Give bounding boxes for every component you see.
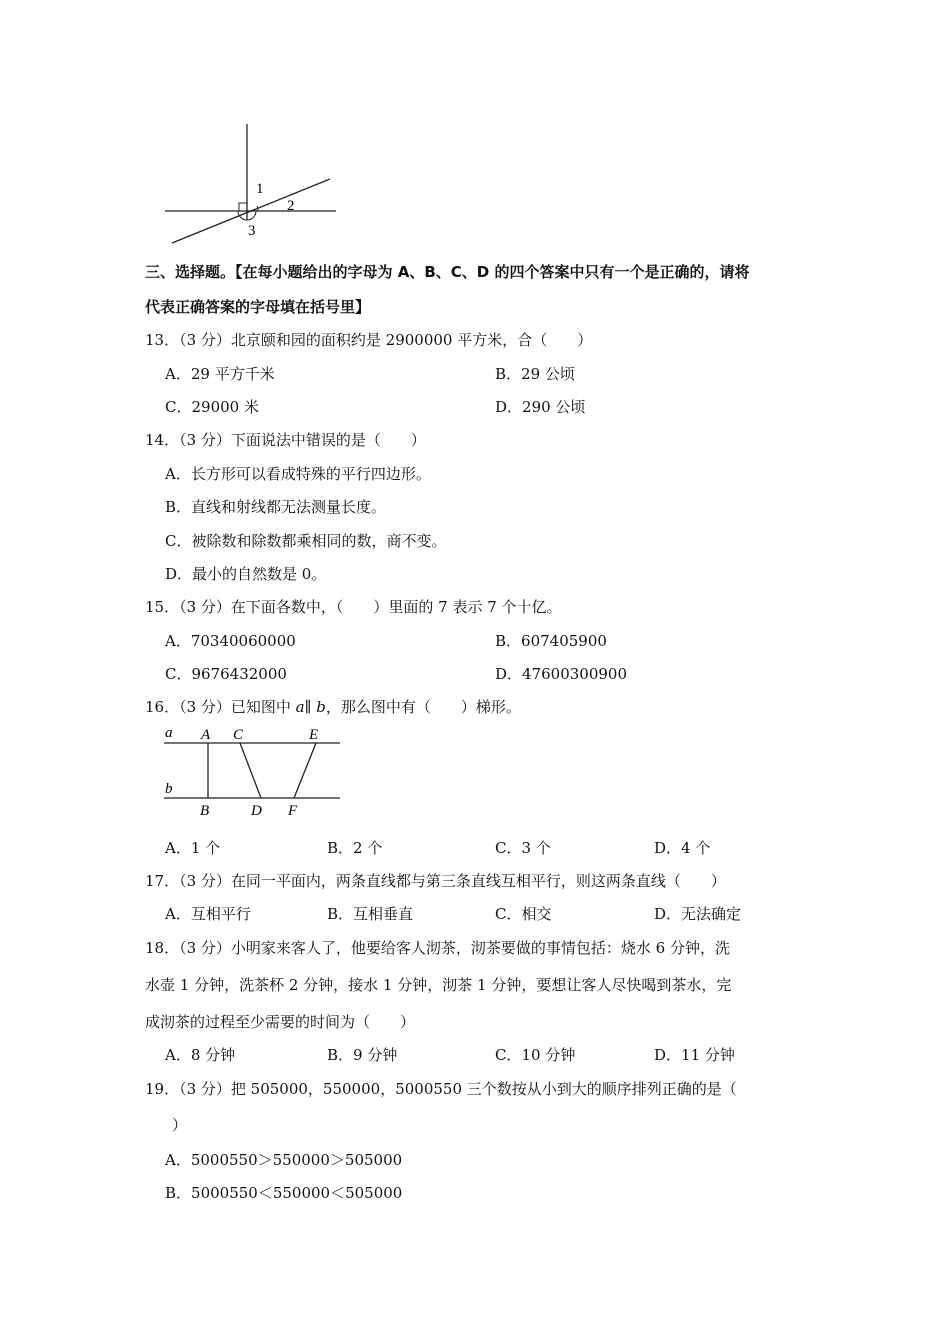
q17-option-d[interactable]: D．无法确定 (654, 905, 742, 923)
angle-label-2: 2 (287, 198, 295, 214)
label-point-F: F (288, 803, 298, 819)
q17-stem: 17．（3 分）在同一平面内，两条直线都与第三条直线互相平行，则这两条直线（ ） (145, 872, 726, 890)
label-point-C: C (233, 727, 244, 743)
q19-stem-line1: 19．（3 分）把 505000，550000，5000550 三个数按从小到大的顺序排列正确的是（ (145, 1080, 737, 1098)
q18-stem-line3: 成沏茶的过程至少需要的时间为（ ） (145, 1013, 416, 1031)
segment-ef (294, 743, 316, 798)
q14-option-b[interactable]: B．直线和射线都无法测量长度。 (165, 498, 387, 516)
label-point-B: B (200, 803, 210, 819)
q16-option-a[interactable]: A．1 个 (165, 839, 221, 857)
q17-option-c[interactable]: C．相交 (495, 905, 552, 923)
q14-option-c[interactable]: C．被除数和除数都乘相同的数，商不变。 (165, 532, 447, 550)
q19-stem-line2: ） (172, 1116, 188, 1134)
q14-option-a[interactable]: A．长方形可以看成特殊的平行四边形。 (165, 465, 431, 483)
q16-option-c[interactable]: C．3 个 (495, 839, 551, 857)
label-point-A: A (201, 727, 211, 743)
q17-option-b[interactable]: B．互相垂直 (327, 905, 414, 923)
segment-cd (240, 743, 261, 798)
q15-option-c[interactable]: C．9676432000 (165, 665, 287, 683)
q16-option-d[interactable]: D．4 个 (654, 839, 711, 857)
q17-option-a[interactable]: A．互相平行 (165, 905, 251, 923)
q14-option-d[interactable]: D．最小的自然数是 0。 (165, 565, 327, 583)
q16-stem-prefix: 16．（3 分）已知图中 (145, 698, 296, 716)
q18-option-d[interactable]: D．11 分钟 (654, 1046, 735, 1064)
q19-option-b[interactable]: B．5000550＜550000＜505000 (165, 1184, 403, 1202)
section-title-line2: 代表正确答案的字母填在括号里】 (145, 298, 371, 316)
q16-stem-suffix: ，那么图中有（ ）梯形。 (325, 698, 521, 716)
q15-option-d[interactable]: D．47600300900 (495, 665, 628, 683)
q16-stem-math: a∥ b (295, 698, 326, 716)
q18-option-c[interactable]: C．10 分钟 (495, 1046, 576, 1064)
section-title-line1: 三、选择题。【在每小题给出的字母为 A、B、C、D 的四个答案中只有一个是正确的，请将 (145, 263, 750, 281)
right-angle-mark (239, 203, 247, 211)
q13-option-d[interactable]: D．290 公顷 (495, 398, 586, 416)
label-point-D: D (251, 803, 262, 819)
q19-option-a[interactable]: A．5000550＞550000＞505000 (165, 1151, 403, 1169)
q14-stem: 14．（3 分）下面说法中错误的是（ ） (145, 431, 426, 449)
q18-option-a[interactable]: A．8 分钟 (165, 1046, 236, 1064)
q15-stem: 15．（3 分）在下面各数中，（ ）里面的 7 表示 7 个十亿。 (145, 598, 562, 616)
q15-option-a[interactable]: A．70340060000 (165, 632, 296, 650)
q13-option-a[interactable]: A．29 平方千米 (165, 365, 275, 383)
q13-option-b[interactable]: B．29 公顷 (495, 365, 575, 383)
angle-figure (160, 120, 340, 245)
q16-stem (145, 697, 521, 717)
q13-stem: 13．（3 分）北京颐和园的面积约是 2900000 平方米，合（ ） (145, 331, 593, 349)
angle-label-3: 3 (248, 223, 256, 239)
q18-stem-line1: 18．（3 分）小明家来客人了，他要给客人沏茶，沏茶要做的事情包括：烧水 6 分钟，洗 (145, 939, 730, 957)
angle-label-1: 1 (256, 181, 264, 197)
q15-option-b[interactable]: B．607405900 (495, 632, 607, 650)
label-point-E: E (309, 727, 319, 743)
trapezoid-figure (160, 722, 350, 820)
q16-option-b[interactable]: B．2 个 (327, 839, 383, 857)
label-b-line: b (165, 781, 173, 797)
label-a-line: a (165, 725, 173, 741)
q18-stem-line2: 水壶 1 分钟，洗茶杯 2 分钟，接水 1 分钟，沏茶 1 分钟，要想让客人尽快喝到茶水，完 (145, 976, 732, 994)
q18-option-b[interactable]: B．9 分钟 (327, 1046, 398, 1064)
q13-option-c[interactable]: C．29000 米 (165, 398, 259, 416)
